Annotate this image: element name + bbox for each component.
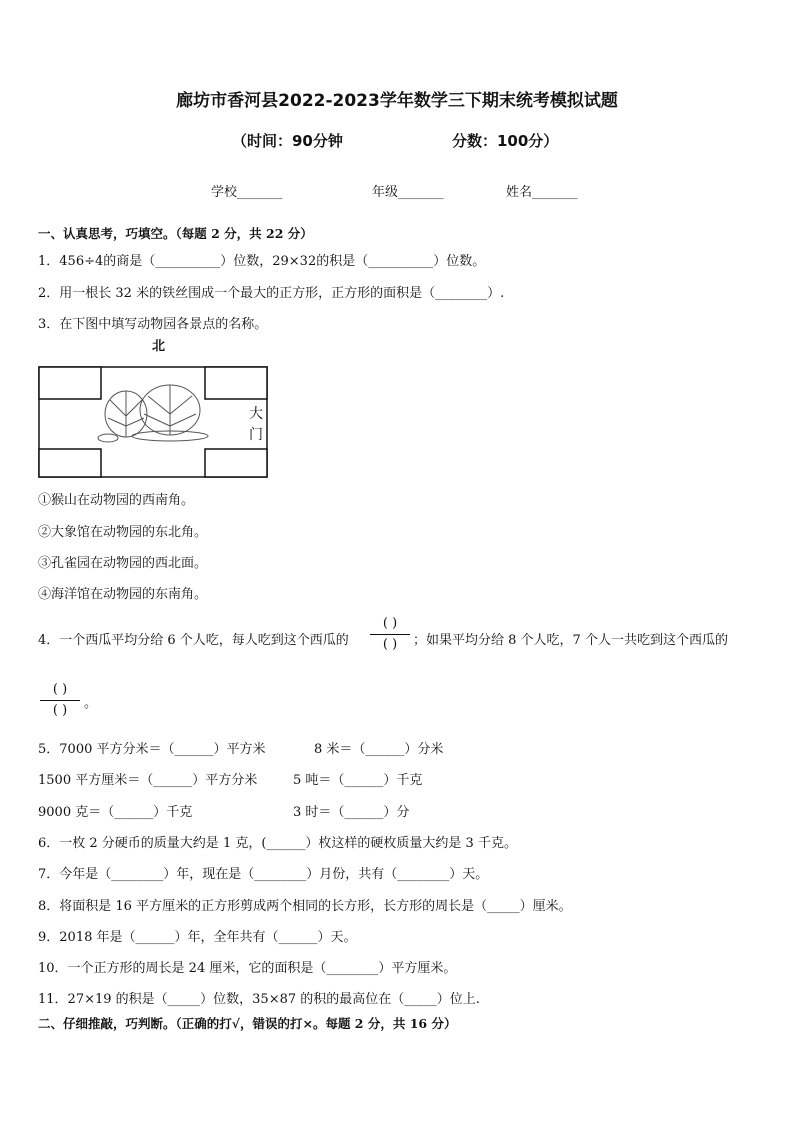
name-field: 姓名_______ <box>506 185 578 200</box>
section-2-heading: 二、仔细推敲，巧判断。（正确的打√，错误的打×。每题 2 分，共 16 分） <box>38 1016 457 1031</box>
direction-item-4: ④海洋馆在动物园的东南角。 <box>38 587 208 602</box>
question-5-row2-right: 5 吨＝（______）千克 <box>293 773 423 788</box>
question-11: 11．27×19 的积是（_____）位数，35×87 的积的最高位在（_____）位上. <box>38 992 480 1007</box>
question-5-row1-right: 8 米＝（______）分米 <box>314 742 444 757</box>
question-5-row3-right: 3 时＝（______）分 <box>293 805 410 820</box>
gate-label-bottom: 门 <box>249 427 263 443</box>
fraction-numerator: ( ) <box>52 682 68 697</box>
question-3: 3．在下图中填写动物园各景点的名称。 <box>38 317 268 332</box>
question-1: 1．456÷4的商是（__________）位数，29×32的积是（__________）位数。 <box>38 254 486 269</box>
question-5-row3-left: 9000 克＝（______）千克 <box>38 805 193 820</box>
fraction-denominator: ( ) <box>382 637 398 652</box>
question-7: 7．今年是（________）年，现在是（________）月份，共有（________）天。 <box>38 867 489 882</box>
question-5-row1-left: 5．7000 平方分米＝（______）平方米 <box>38 742 266 757</box>
question-4-part-b: ；如果平均分给 8 个人吃，7 个人一共吃到这个西瓜的 <box>413 633 728 648</box>
zoo-map <box>38 366 268 478</box>
question-4-part-a: 4．一个西瓜平均分给 6 个人吃，每人吃到这个西瓜的 <box>38 633 349 648</box>
fraction-blank-2 <box>40 681 80 720</box>
question-4-end: 。 <box>84 696 98 711</box>
exam-score: 分数：100分） <box>452 132 559 150</box>
fraction-bar <box>40 700 80 701</box>
fraction-numerator: ( ) <box>382 616 398 631</box>
direction-item-3: ③孔雀园在动物园的西北面。 <box>38 556 208 571</box>
gate-label-top: 大 <box>249 406 263 422</box>
question-2: 2．用一根长 32 米的铁丝围成一个最大的正方形，正方形的面积是（________）. <box>38 286 505 301</box>
question-8: 8．将面积是 16 平方厘米的正方形剪成两个相同的长方形，长方形的周长是（_____）厘米。 <box>38 899 572 914</box>
exam-time: （时间：90分钟 <box>232 132 343 150</box>
zoo-corner-sw <box>39 449 101 477</box>
zoo-corner-se <box>205 449 267 477</box>
zoo-corner-nw <box>39 367 101 399</box>
fraction-blank-1 <box>370 615 410 654</box>
question-9: 9．2018 年是（______）年，全年共有（______）天。 <box>38 930 357 945</box>
section-1-heading: 一、认真思考，巧填空。（每题 2 分，共 22 分） <box>38 226 313 241</box>
fraction-denominator: ( ) <box>52 703 68 718</box>
question-5-row2-left: 1500 平方厘米＝（______）平方分米 <box>38 773 258 788</box>
grade-field: 年级_______ <box>372 185 444 200</box>
direction-item-2: ②大象馆在动物园的东北角。 <box>38 525 208 540</box>
north-label: 北 <box>152 339 166 354</box>
page-title: 廊坊市香河县2022-2023学年数学三下期末统考模拟试题 <box>176 91 618 111</box>
zoo-corner-ne <box>205 367 267 399</box>
school-field: 学校_______ <box>211 185 283 200</box>
fraction-bar <box>370 634 410 635</box>
direction-item-1: ①猴山在动物园的西南角。 <box>38 493 195 508</box>
question-10: 10．一个正方形的周长是 24 厘米，它的面积是（________）平方厘米。 <box>38 961 457 976</box>
question-6: 6．一枚 2 分硬币的质量大约是 1 克，(______）枚这样的硬枚质量大约是 3 千克。 <box>38 836 517 851</box>
watermelon-picture <box>98 385 208 442</box>
